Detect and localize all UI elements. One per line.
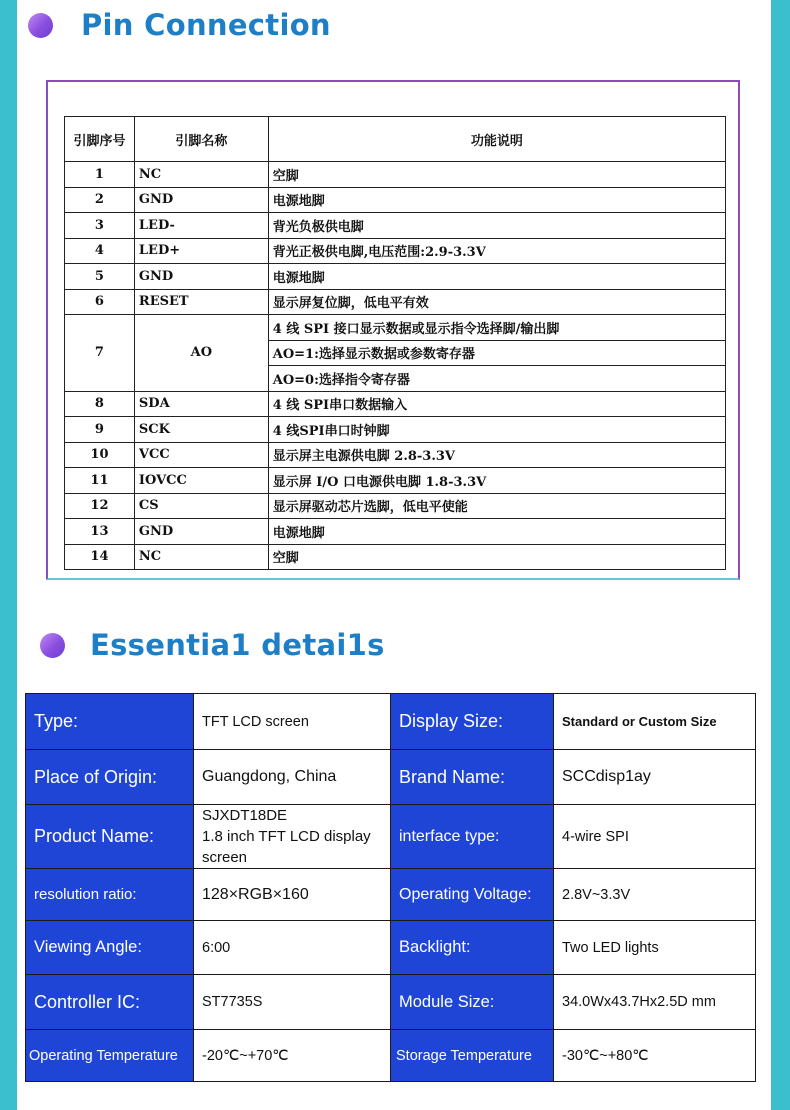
pin-function: 电源地脚 — [268, 519, 725, 545]
right-side-bar — [771, 0, 790, 1110]
pin-function: 空脚 — [268, 544, 725, 570]
product-model: SJXDT18DE — [202, 807, 288, 824]
table-row — [65, 519, 726, 545]
pin-table-header-row — [65, 117, 726, 162]
pin-connection-title: Pin Connection — [81, 8, 331, 42]
details-table — [25, 693, 756, 1082]
module-size-value: 34.0Wx43.7Hx2.5D mm — [554, 975, 756, 1030]
storage-temperature-label: Storage Temperature — [391, 1030, 554, 1082]
type-label: Type: — [26, 694, 194, 750]
controller-ic-value: ST7735S — [194, 975, 391, 1030]
essential-details-heading — [40, 628, 385, 662]
pin-name: GND — [134, 264, 268, 290]
pin-name: RESET — [134, 289, 268, 315]
resolution-value: 128×RGB×160 — [194, 869, 391, 921]
pin-number: 13 — [65, 519, 135, 545]
table-row — [26, 1030, 756, 1082]
header-function: 功能说明 — [268, 117, 725, 162]
pin-function: 电源地脚 — [268, 187, 725, 213]
operating-temperature-value: -20℃~+70℃ — [194, 1030, 391, 1082]
pin-function-line: AO=0:选择指令寄存器 — [268, 366, 725, 392]
pin-function: 显示屏 I/O 口电源供电脚 1.8-3.3V — [268, 468, 725, 494]
header-pin-name: 引脚名称 — [134, 117, 268, 162]
pin-function: 4 线 SPI串口数据输入 — [268, 391, 725, 417]
pin-function: 显示屏复位脚，低电平有效 — [268, 289, 725, 315]
interface-type-value: 4-wire SPI — [554, 805, 756, 869]
table-row — [65, 162, 726, 188]
pin-name: IOVCC — [134, 468, 268, 494]
pin-function: 背光负极供电脚 — [268, 213, 725, 239]
pin-function: 显示屏驱动芯片选脚，低电平使能 — [268, 493, 725, 519]
pin-name: CS — [134, 493, 268, 519]
operating-voltage-value: 2.8V~3.3V — [554, 869, 756, 921]
storage-temperature-value: -30℃~+80℃ — [554, 1030, 756, 1082]
brand-name-label: Brand Name: — [391, 750, 554, 805]
bullet-dot-icon — [40, 633, 65, 658]
viewing-angle-label: Viewing Angle: — [26, 921, 194, 975]
pin-function: 背光正极供电脚,电压范围:2.9-3.3V — [268, 238, 725, 264]
table-row — [65, 213, 726, 239]
pin-number: 3 — [65, 213, 135, 239]
table-row — [65, 468, 726, 494]
product-name-value — [194, 805, 391, 869]
table-row — [26, 750, 756, 805]
table-row — [26, 805, 756, 869]
table-row — [65, 187, 726, 213]
pin-number: 6 — [65, 289, 135, 315]
pin-name: AO — [134, 315, 268, 392]
pin-name: VCC — [134, 442, 268, 468]
pin-number: 2 — [65, 187, 135, 213]
backlight-label: Backlight: — [391, 921, 554, 975]
table-row — [65, 289, 726, 315]
pin-number: 12 — [65, 493, 135, 519]
table-row — [65, 315, 726, 341]
display-size-label: Display Size: — [391, 694, 554, 750]
table-row — [65, 391, 726, 417]
product-name-label: Product Name: — [26, 805, 194, 869]
pin-number: 1 — [65, 162, 135, 188]
table-row — [65, 442, 726, 468]
pin-table — [64, 116, 726, 570]
pin-function-line: AO=1:选择显示数据或参数寄存器 — [268, 340, 725, 366]
pin-name: SCK — [134, 417, 268, 443]
essential-details-title: Essentia1 detai1s — [90, 628, 385, 662]
pin-number: 5 — [65, 264, 135, 290]
controller-ic-label: Controller IC: — [26, 975, 194, 1030]
table-row — [65, 238, 726, 264]
operating-temperature-label: Operating Temperature — [26, 1030, 194, 1082]
pin-name: LED+ — [134, 238, 268, 264]
viewing-angle-value: 6:00 — [194, 921, 391, 975]
display-size-value: Standard or Custom Size — [554, 694, 756, 750]
pin-number: 14 — [65, 544, 135, 570]
pin-name: NC — [134, 162, 268, 188]
pin-number: 8 — [65, 391, 135, 417]
header-pin-number: 引脚序号 — [65, 117, 135, 162]
table-row — [26, 921, 756, 975]
pin-name: GND — [134, 187, 268, 213]
interface-type-label: interface type: — [391, 805, 554, 869]
product-description: 1.8 inch TFT LCD display screen — [202, 828, 371, 866]
pin-number: 10 — [65, 442, 135, 468]
table-row — [65, 264, 726, 290]
pin-name: LED- — [134, 213, 268, 239]
table-row — [26, 975, 756, 1030]
pin-connection-heading — [28, 8, 331, 42]
operating-voltage-label: Operating Voltage: — [391, 869, 554, 921]
pin-name: SDA — [134, 391, 268, 417]
type-value: TFT LCD screen — [194, 694, 391, 750]
pin-number: 11 — [65, 468, 135, 494]
table-row — [65, 417, 726, 443]
table-row — [26, 869, 756, 921]
pin-function: 电源地脚 — [268, 264, 725, 290]
pin-number: 4 — [65, 238, 135, 264]
place-of-origin-label: Place of Origin: — [26, 750, 194, 805]
table-row — [65, 493, 726, 519]
place-of-origin-value: Guangdong, China — [194, 750, 391, 805]
pin-function-line: 4 线 SPI 接口显示数据或显示指令选择脚/输出脚 — [268, 315, 725, 341]
module-size-label: Module Size: — [391, 975, 554, 1030]
pin-name: NC — [134, 544, 268, 570]
left-side-bar — [0, 0, 17, 1110]
backlight-value: Two LED lights — [554, 921, 756, 975]
table-row — [26, 694, 756, 750]
brand-name-value: SCCdisp1ay — [554, 750, 756, 805]
pin-function: 空脚 — [268, 162, 725, 188]
pin-number: 7 — [65, 315, 135, 392]
resolution-label: resolution ratio: — [26, 869, 194, 921]
pin-name: GND — [134, 519, 268, 545]
pin-function: 4 线SPI串口时钟脚 — [268, 417, 725, 443]
pin-function: 显示屏主电源供电脚 2.8-3.3V — [268, 442, 725, 468]
bullet-dot-icon — [28, 13, 53, 38]
pin-number: 9 — [65, 417, 135, 443]
table-row — [65, 544, 726, 570]
